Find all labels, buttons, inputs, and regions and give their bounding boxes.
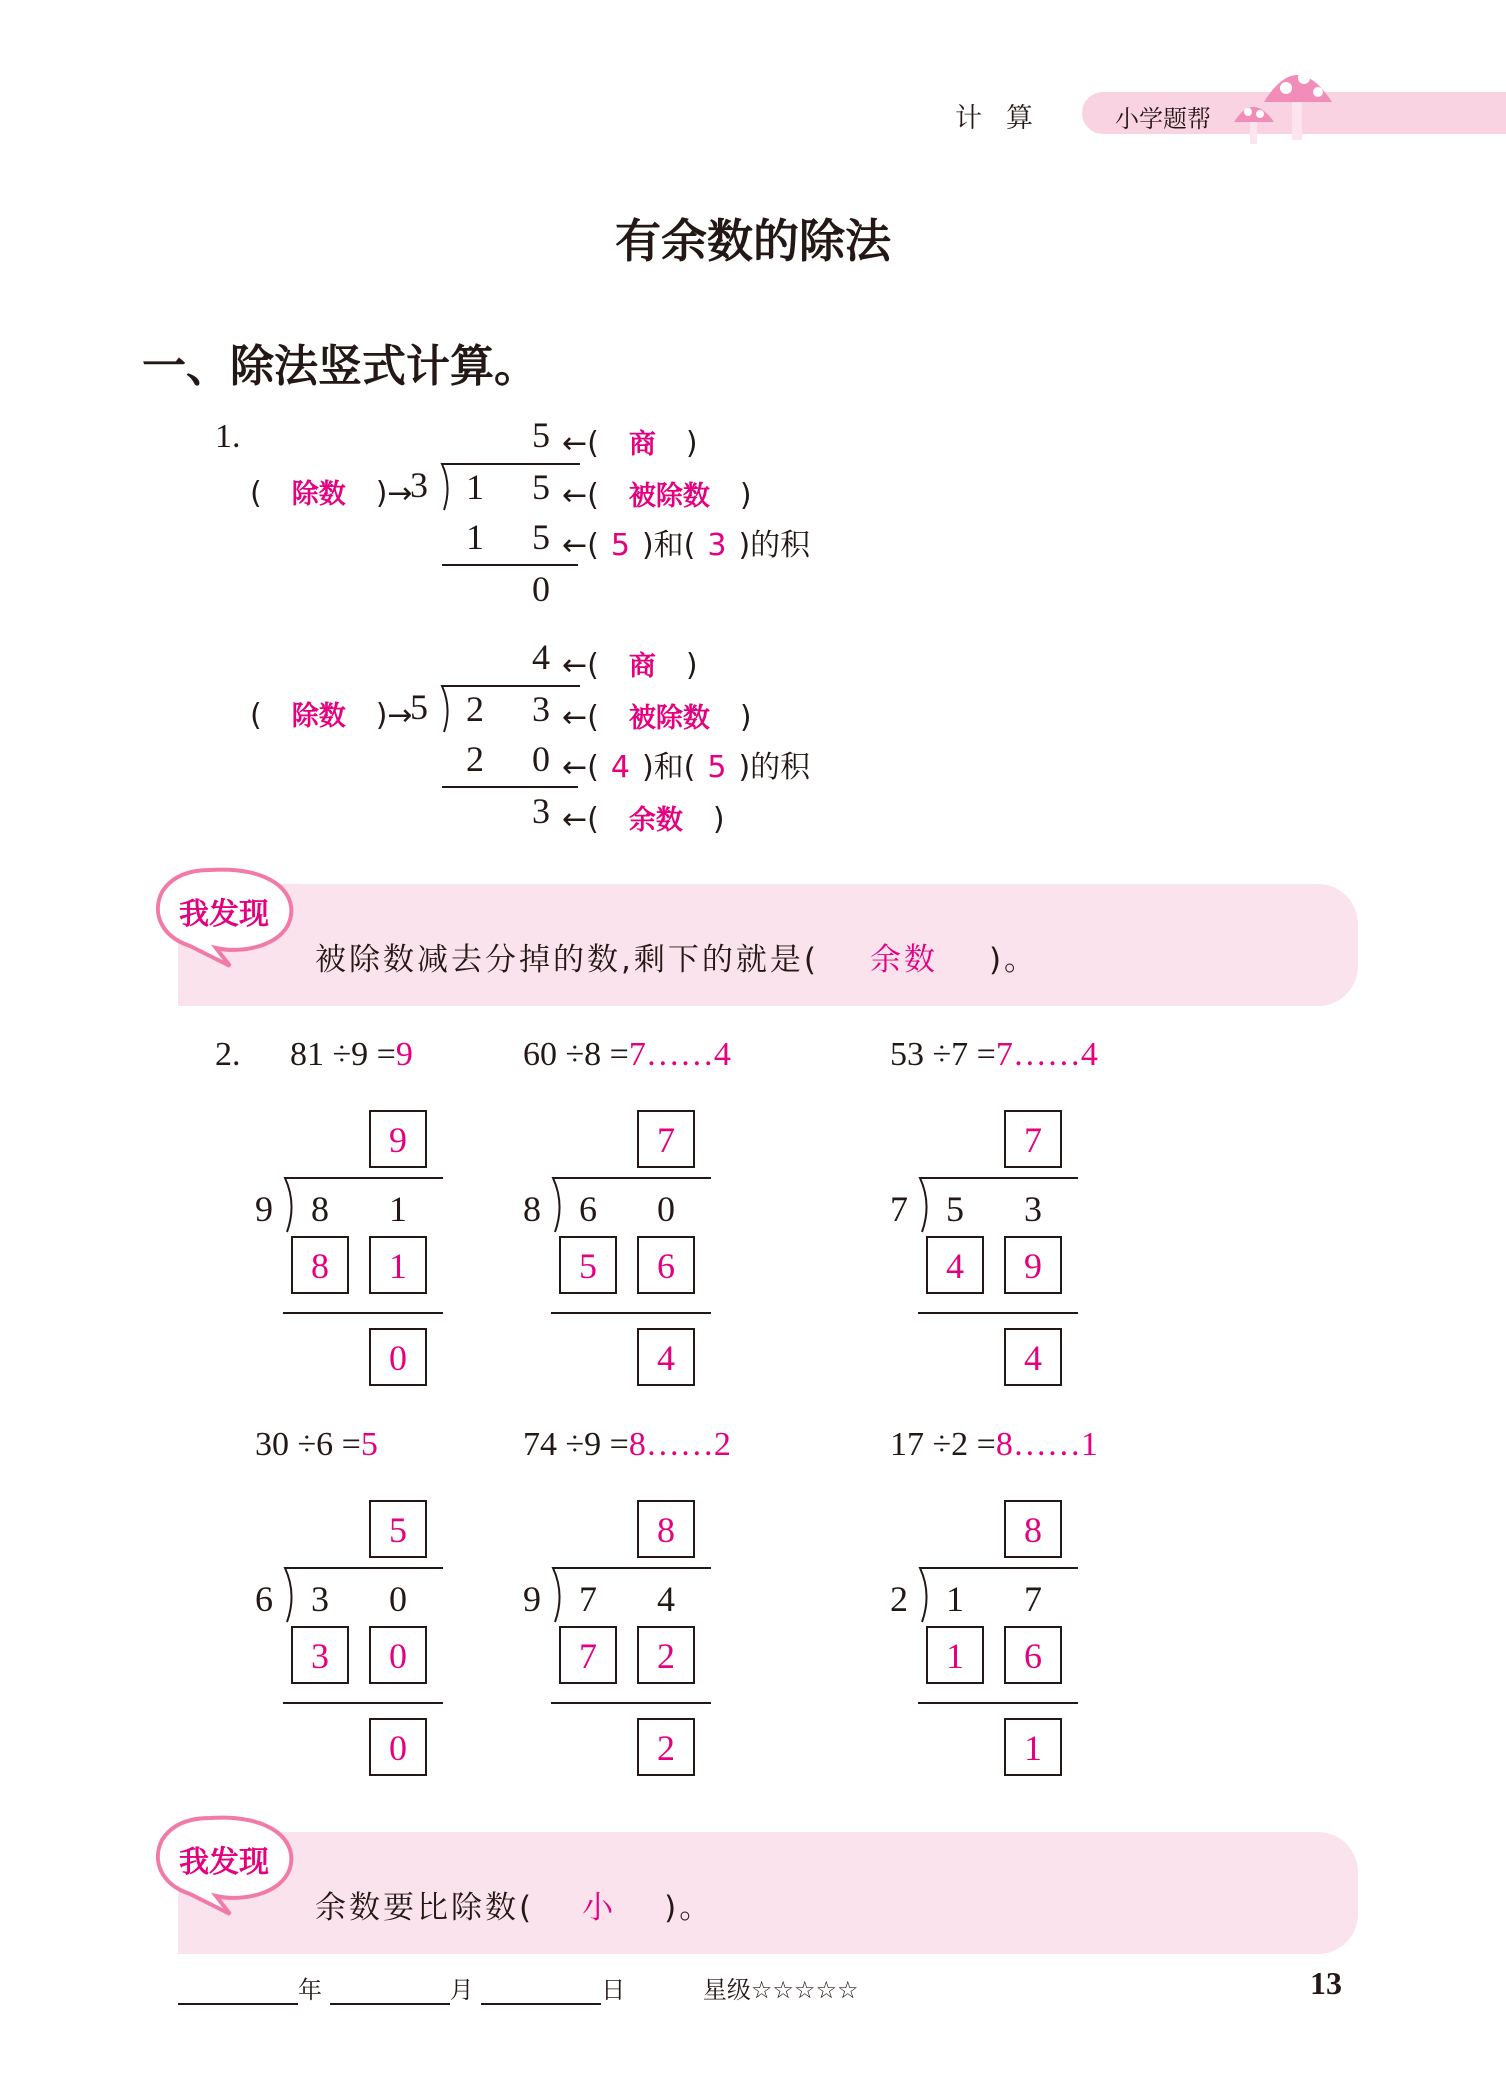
subtraction-line [918,1702,1078,1704]
footer-date [178,1970,859,2005]
equation-answer: 8……1 [995,1426,1098,1463]
remainder-box[interactable]: 4 [637,1328,695,1386]
quotient: 4 [532,637,550,677]
q1-number: 1. [215,418,241,455]
arrow-label: ←( 商 ) [562,648,698,683]
equation-expr: 53 ÷7 = [890,1036,996,1073]
quotient-box[interactable]: 9 [369,1110,427,1168]
q2-number: 2. [215,1036,241,1073]
equation-expr: 81 ÷9 = [290,1036,396,1073]
subtraction-line [918,1312,1078,1314]
product-digit: 2 [466,739,484,779]
remainder-box[interactable]: 0 [369,1718,427,1776]
equation [255,1426,378,1464]
arrow-label: ←( 被除数 ) [562,700,752,735]
dividend-digit: 4 [657,1579,675,1619]
equation-answer: 9 [395,1036,413,1073]
month-label: 月 [449,1976,474,2004]
arrow-label: ←( 余数 ) [562,802,725,837]
dividend-digit: 3 [311,1579,329,1619]
discovery-badge [150,862,300,972]
dividend-digit: 2 [466,689,484,729]
day-field[interactable] [481,1977,601,2005]
and-text: )和( [641,750,696,785]
star-rating[interactable]: 星级☆☆☆☆☆ [702,1976,859,2004]
quotient-box[interactable]: 8 [637,1500,695,1558]
subtraction-line [442,786,578,788]
divisor: 9 [523,1579,541,1619]
product-box[interactable]: 6 [1004,1626,1062,1684]
product-box[interactable]: 9 [1004,1236,1062,1294]
badge-text: 我发现 [179,1845,269,1880]
quotient: 5 [532,415,550,455]
product-digit: 1 [466,517,484,557]
divisor-annotation: ( 除数 )→ [250,476,413,511]
month-field[interactable] [330,1977,450,2005]
subtraction-line [283,1702,443,1704]
discovery-badge [150,1810,300,1920]
product-box[interactable]: 1 [926,1626,984,1684]
dividend-digit: 3 [532,689,550,729]
equation [890,1036,1098,1074]
dividend-digit: 5 [946,1189,964,1229]
quotient-box[interactable]: 7 [637,1110,695,1168]
remainder-box[interactable]: 1 [1004,1718,1062,1776]
dividend-digit: 7 [579,1579,597,1619]
divisor-annotation: ( 除数 )→ [250,698,413,733]
equation-expr: 74 ÷9 = [523,1426,629,1463]
divisor: 5 [410,687,428,727]
product-box[interactable]: 0 [369,1626,427,1684]
header-category: 计算 [955,103,1057,134]
page-number: 13 [1310,1965,1342,2001]
product-factor-b: 3 [707,528,727,563]
and-text: )和( [641,528,696,563]
product-factor-b: 5 [707,750,727,785]
section-heading: 一、除法竖式计算。 [142,341,538,392]
dividend-digit: 3 [1024,1189,1042,1229]
dividend-digit: 1 [946,1579,964,1619]
product-factor-a: 4 [610,750,630,785]
remainder-box[interactable]: 2 [637,1718,695,1776]
dividend-digit: 8 [311,1189,329,1229]
product-box[interactable]: 8 [291,1236,349,1294]
remainder-label: 余数 [628,805,683,836]
dividend-digit: 0 [657,1189,675,1229]
remainder: 3 [532,791,550,831]
division-bracket [432,684,582,734]
product-box[interactable]: 4 [926,1236,984,1294]
divisor: 7 [890,1189,908,1229]
product-factor-a: 5 [610,528,630,563]
equation-answer: 7……4 [628,1036,731,1073]
product-box[interactable]: 2 [637,1626,695,1684]
quotient-box[interactable]: 7 [1004,1110,1062,1168]
equation [523,1426,731,1464]
product-box[interactable]: 6 [637,1236,695,1294]
mushroom-icon [1222,58,1342,148]
dividend-label: 被除数 [628,481,710,512]
division-bracket [432,462,582,512]
divisor: 8 [523,1189,541,1229]
discovery-text [315,1882,713,1927]
year-field[interactable] [178,1977,298,2005]
equation [890,1426,1098,1464]
arrow-label: ←( 商 ) [562,426,698,461]
equation-expr: 17 ÷2 = [890,1426,996,1463]
product-label: ←( 4 )和( 5 )的积 [562,750,811,785]
dividend-digit: 0 [389,1579,407,1619]
equation-answer: 8……2 [628,1426,731,1463]
dividend-digit: 5 [532,467,550,507]
quotient-box[interactable]: 8 [1004,1500,1062,1558]
product-text: )的积 [738,528,811,563]
quotient-label: 商 [628,429,656,460]
remainder: 0 [532,569,550,609]
discovery-answer: 余数 [869,942,938,978]
discovery-end: )。 [988,942,1039,978]
dividend-digit: 1 [466,467,484,507]
equation-expr: 30 ÷6 = [255,1426,361,1463]
discovery-end: )。 [664,1890,714,1926]
product-box[interactable]: 5 [559,1236,617,1294]
equation [523,1036,731,1074]
remainder-box[interactable]: 4 [1004,1328,1062,1386]
divisor: 3 [410,465,428,505]
divisor: 2 [890,1579,908,1619]
discovery-answer: 小 [582,1890,617,1926]
discovery-sentence: 被除数减去分掉的数,剩下的就是( [315,942,819,978]
product-label: ←( 5 )和( 3 )的积 [562,528,811,563]
dividend-digit: 6 [579,1189,597,1229]
divisor: 9 [255,1189,273,1229]
product-digit: 0 [532,739,550,779]
equation [290,1036,413,1074]
subtraction-line [442,564,578,566]
subtraction-line [551,1312,711,1314]
dividend-digit: 7 [1024,1579,1042,1619]
product-digit: 5 [532,517,550,557]
discovery-sentence: 余数要比除数( [315,1890,535,1926]
equation-answer: 7……4 [995,1036,1098,1073]
page-title: 有余数的除法 [615,214,891,268]
divisor-label: 除数 [291,701,346,732]
product-text: )的积 [738,750,811,785]
subtraction-line [283,1312,443,1314]
dividend-digit: 1 [389,1189,407,1229]
product-box[interactable]: 1 [369,1236,427,1294]
equation-expr: 60 ÷8 = [523,1036,629,1073]
divisor: 6 [255,1579,273,1619]
header-brand: 小学题帮 [1115,105,1211,133]
year-label: 年 [298,1976,322,2004]
product-box[interactable]: 3 [291,1626,349,1684]
product-box[interactable]: 7 [559,1626,617,1684]
badge-text: 我发现 [179,897,269,932]
remainder-box[interactable]: 0 [369,1328,427,1386]
dividend-label: 被除数 [628,703,710,734]
arrow-label: ←( 被除数 ) [562,478,752,513]
quotient-label: 商 [628,651,656,682]
day-label: 日 [601,1976,626,2004]
discovery-text [315,934,1038,979]
quotient-box[interactable]: 5 [369,1500,427,1558]
divisor-label: 除数 [291,479,346,510]
subtraction-line [551,1702,711,1704]
equation-answer: 5 [360,1426,378,1463]
